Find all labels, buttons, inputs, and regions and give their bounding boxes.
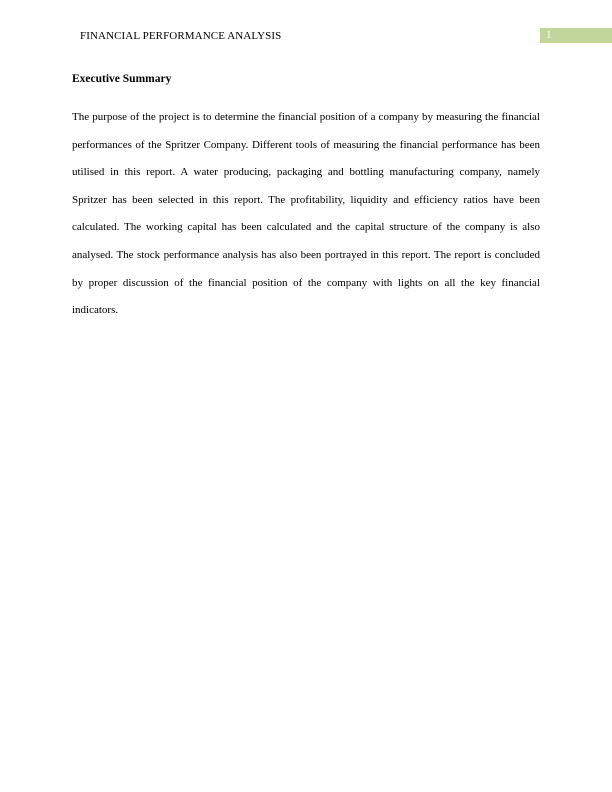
section-heading: Executive Summary <box>72 73 172 85</box>
page-number-badge <box>540 28 612 43</box>
page-number: 1 <box>546 29 552 41</box>
running-header-title: FINANCIAL PERFORMANCE ANALYSIS <box>80 30 282 42</box>
body-paragraph: The purpose of the project is to determine the financial position of a company by measuring the financial performances of the Spritzer Company. Different tools of measuring the financial performance has been utilised in this report. A water producing, packaging and bottling manufacturing company, namely Spritzer has been selected in this report. The profitability, liquidity and efficiency ratios have been calculated. The working capital has been calculated and the capital structure of the company is also analysed. The stock performance analysis has also been portrayed in this report. The report is concluded by proper discussion of the financial position of the company with lights on all the key financial indicators. <box>72 111 540 317</box>
